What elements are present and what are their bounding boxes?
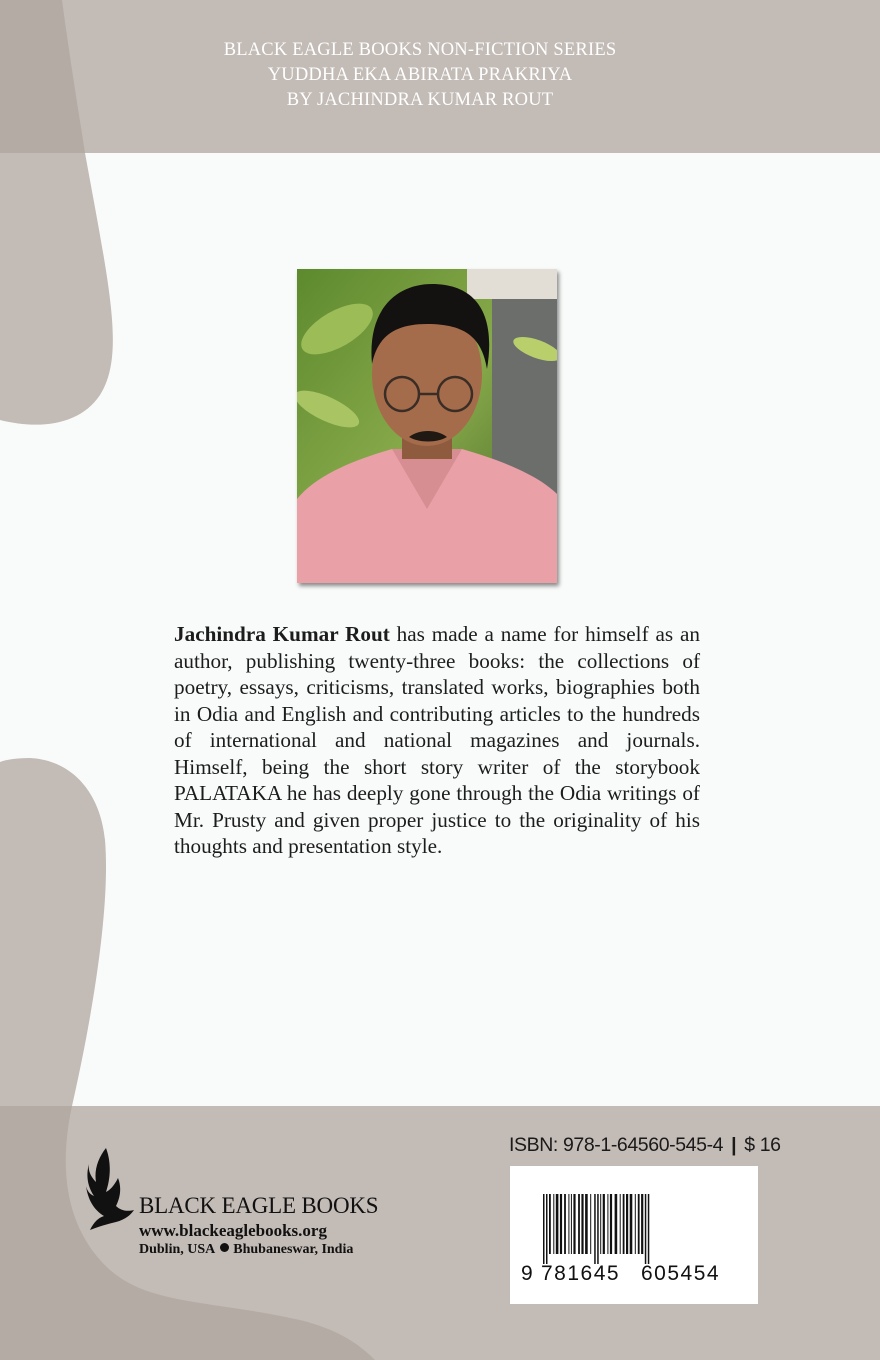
isbn-label: ISBN: 978-1-64560-545-4 <box>509 1134 724 1156</box>
barcode-bar <box>571 1194 572 1254</box>
barcode-bar <box>620 1194 621 1254</box>
barcode-bar <box>546 1194 548 1264</box>
barcode-bar <box>630 1194 633 1254</box>
bullet-icon <box>220 1243 229 1252</box>
barcode-bar <box>638 1194 640 1254</box>
barcode-digit-lead: 9 <box>521 1262 533 1285</box>
author-name: Jachindra Kumar Rout <box>174 622 390 646</box>
book-title: YUDDHA EKA ABIRATA PRAKRIYA <box>267 65 573 85</box>
series-title: BLACK EAGLE BOOKS NON-FICTION SERIES <box>223 40 617 60</box>
barcode-bar <box>578 1194 580 1254</box>
barcode-bar <box>600 1194 601 1254</box>
barcode-bar <box>560 1194 562 1254</box>
publisher-url: www.blackeaglebooks.org <box>139 1221 327 1240</box>
book-author-line: BY JACHINDRA KUMAR ROUT <box>286 90 554 110</box>
black-eagle-logo-icon <box>86 1148 136 1236</box>
barcode-bar <box>623 1194 625 1254</box>
barcode-graphic <box>510 1166 758 1304</box>
location-bhubaneswar: Bhubaneswar, India <box>233 1242 354 1257</box>
barcode-bar <box>581 1194 583 1254</box>
barcode-bar <box>645 1194 647 1264</box>
isbn-separator: | <box>731 1134 737 1156</box>
author-biography-text: has made a name for himself as an author, publishing twenty-three books: the collections of poetry, essays, criticisms, translated works, biographies both in Odia and English and contributing articles to the hundreds of international and national magazines and journals. Himself, being the short story writer of the storybook PALATAKA he has deeply gone through the Odia writings of Mr. Prusty and given proper justice to the originality of his thoughts and presentation style. <box>174 622 700 858</box>
barcode-bars <box>543 1194 649 1264</box>
barcode-digits-right: 605454 <box>641 1262 721 1285</box>
barcode-bar <box>597 1194 599 1264</box>
barcode-bar <box>603 1194 605 1254</box>
barcode-bar <box>568 1194 569 1254</box>
price-label: $ 16 <box>744 1134 781 1156</box>
barcode-bar <box>615 1194 618 1254</box>
barcode-digits-left: 781645 <box>541 1262 621 1285</box>
barcode-bar <box>607 1194 608 1254</box>
barcode-bar <box>635 1194 636 1254</box>
barcode-bar <box>648 1194 650 1264</box>
author-photo <box>297 269 557 583</box>
barcode-bar <box>585 1194 588 1254</box>
series-header <box>0 38 840 113</box>
barcode-bar <box>543 1194 545 1264</box>
location-dublin: Dublin, USA <box>139 1242 216 1257</box>
barcode <box>510 1166 758 1304</box>
isbn-price <box>509 1134 781 1157</box>
barcode-bar <box>641 1194 643 1254</box>
barcode-bar <box>564 1194 566 1254</box>
publisher-name: BLACK EAGLE BOOKS <box>139 1193 379 1218</box>
barcode-bar <box>556 1194 559 1254</box>
barcode-bar <box>626 1194 628 1254</box>
publisher-locations <box>139 1242 353 1258</box>
barcode-bar <box>610 1194 612 1254</box>
barcode-bar <box>594 1194 596 1264</box>
author-biography <box>174 621 700 860</box>
barcode-bar <box>590 1194 591 1254</box>
barcode-bar <box>549 1194 551 1254</box>
barcode-bar <box>573 1194 575 1254</box>
barcode-bar <box>553 1194 554 1254</box>
